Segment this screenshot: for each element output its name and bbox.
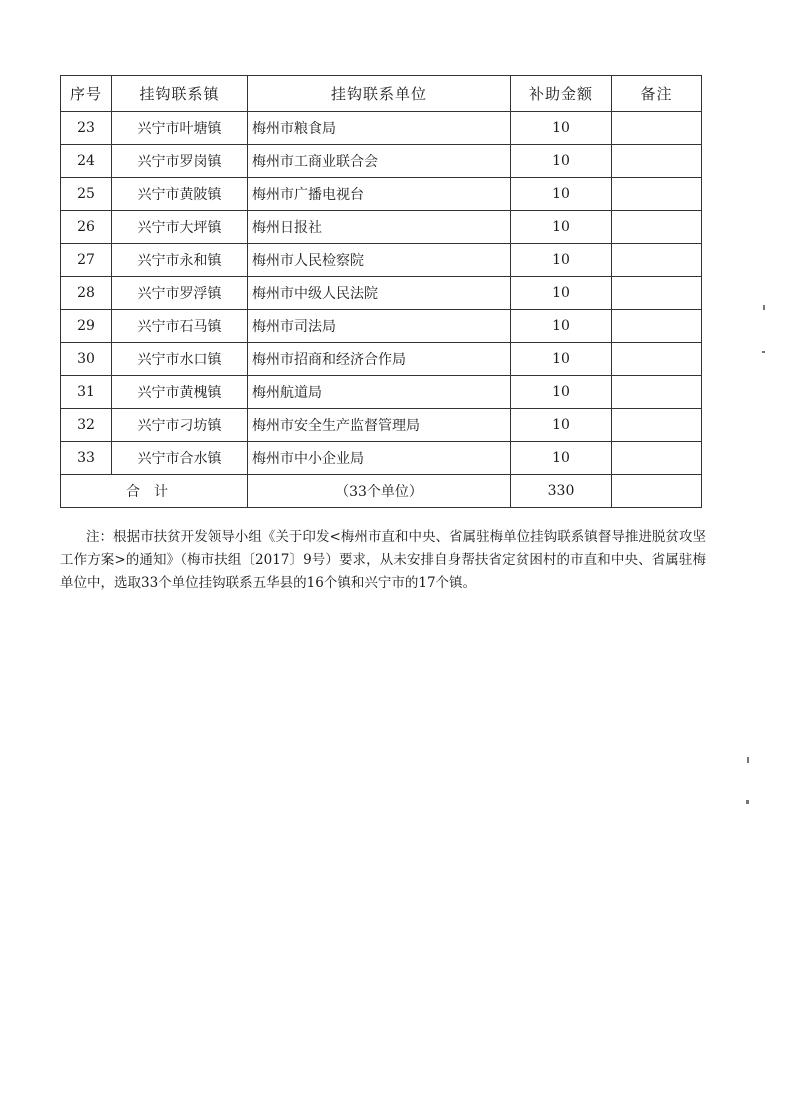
cell-amount: 10 [511,112,612,145]
cell-remark [612,211,702,244]
cell-remark [612,376,702,409]
cell-seq: 28 [61,277,112,310]
cell-remark [612,277,702,310]
scan-speck [763,305,765,310]
cell-remark [612,244,702,277]
cell-amount: 10 [511,244,612,277]
cell-unit: 梅州航道局 [248,376,511,409]
cell-town: 兴宁市永和镇 [112,244,248,277]
scan-speck [747,757,749,763]
table-row [61,442,702,475]
cell-remark [612,409,702,442]
cell-amount: 10 [511,145,612,178]
cell-remark [612,112,702,145]
cell-amount: 10 [511,310,612,343]
total-units: （33个单位） [248,475,511,508]
cell-seq: 33 [61,442,112,475]
header-amount: 补助金额 [511,76,612,112]
scan-speck [762,351,765,353]
cell-remark [612,442,702,475]
cell-seq: 24 [61,145,112,178]
table-row [61,376,702,409]
cell-town: 兴宁市合水镇 [112,442,248,475]
cell-unit: 梅州市中小企业局 [248,442,511,475]
table-row [61,409,702,442]
subsidy-table [60,75,702,508]
cell-seq: 25 [61,178,112,211]
cell-amount: 10 [511,343,612,376]
table-row [61,277,702,310]
footnote: 注：根据市扶贫开发领导小组《关于印发<梅州市直和中央、省属驻梅单位挂钩联系镇督导推进脱贫攻坚工作方案>的通知》（梅市扶组〔2017〕9号）要求，从未安排自身帮扶省定贫困村的市直和中央、省属驻梅单位中，选取33个单位挂钩联系五华县的16个镇和兴宁市的17个镇。 [60,529,706,591]
cell-remark [612,145,702,178]
cell-unit: 梅州市人民检察院 [248,244,511,277]
header-town: 挂钩联系镇 [112,76,248,112]
cell-seq: 32 [61,409,112,442]
cell-unit: 梅州市招商和经济合作局 [248,343,511,376]
cell-town: 兴宁市罗岗镇 [112,145,248,178]
total-amount: 330 [511,475,612,508]
cell-town: 兴宁市刁坊镇 [112,409,248,442]
cell-unit: 梅州市工商业联合会 [248,145,511,178]
cell-unit: 梅州市安全生产监督管理局 [248,409,511,442]
cell-remark [612,178,702,211]
header-seq: 序号 [61,76,112,112]
cell-unit: 梅州日报社 [248,211,511,244]
cell-town: 兴宁市罗浮镇 [112,277,248,310]
table-row [61,244,702,277]
table-row [61,112,702,145]
cell-town: 兴宁市石马镇 [112,310,248,343]
table-row [61,211,702,244]
cell-unit: 梅州市粮食局 [248,112,511,145]
table-row [61,145,702,178]
table-row [61,343,702,376]
cell-amount: 10 [511,277,612,310]
cell-amount: 10 [511,178,612,211]
cell-seq: 31 [61,376,112,409]
cell-unit: 梅州市广播电视台 [248,178,511,211]
cell-amount: 10 [511,211,612,244]
cell-remark [612,343,702,376]
cell-amount: 10 [511,409,612,442]
cell-amount: 10 [511,442,612,475]
cell-amount: 10 [511,376,612,409]
cell-town: 兴宁市水口镇 [112,343,248,376]
cell-unit: 梅州市司法局 [248,310,511,343]
table-row [61,310,702,343]
table-total-row [61,475,702,508]
total-label: 合计 [61,475,248,508]
cell-town: 兴宁市大坪镇 [112,211,248,244]
cell-town: 兴宁市叶塘镇 [112,112,248,145]
header-unit: 挂钩联系单位 [248,76,511,112]
scan-speck [746,800,749,804]
header-remark: 备注 [612,76,702,112]
cell-seq: 23 [61,112,112,145]
cell-seq: 26 [61,211,112,244]
total-remark [612,475,702,508]
table-row [61,178,702,211]
cell-unit: 梅州市中级人民法院 [248,277,511,310]
table-header-row [61,76,702,112]
cell-seq: 29 [61,310,112,343]
cell-town: 兴宁市黄陂镇 [112,178,248,211]
cell-seq: 27 [61,244,112,277]
cell-remark [612,310,702,343]
cell-seq: 30 [61,343,112,376]
cell-town: 兴宁市黄槐镇 [112,376,248,409]
